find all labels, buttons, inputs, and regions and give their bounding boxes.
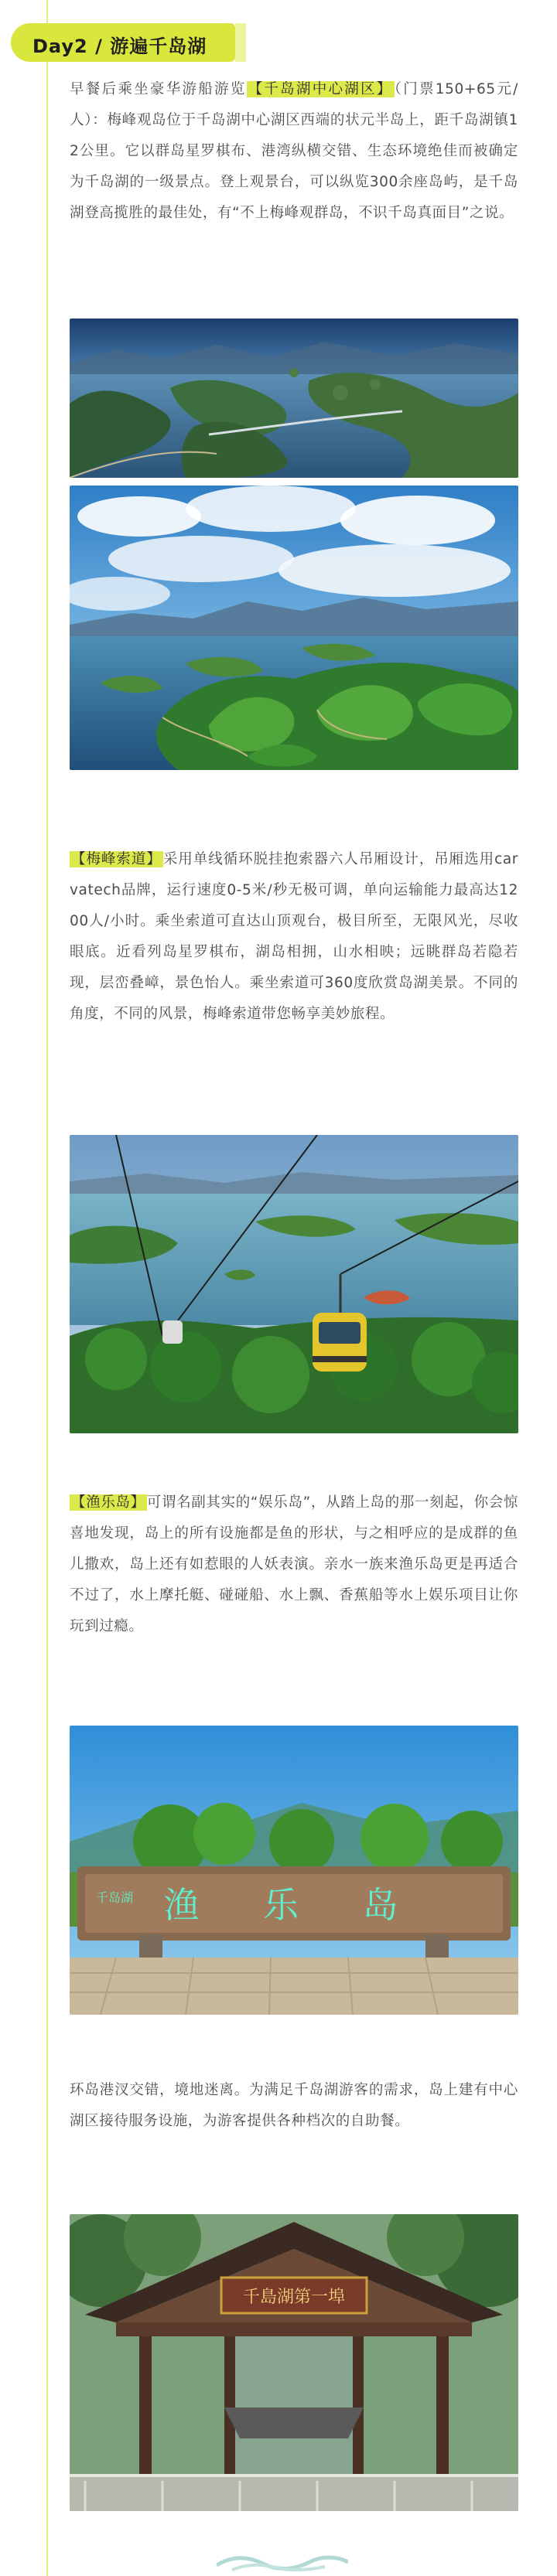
wave-decoration-icon <box>217 2551 348 2571</box>
pavilion-plaque-text: 千島湖第一埠 <box>242 2288 346 2307</box>
pavilion-image <box>70 2214 518 2511</box>
island-sign-text: 渔 乐 岛 <box>163 1884 425 1926</box>
cableway-paragraph <box>70 844 518 1030</box>
day-title-tag <box>11 23 235 62</box>
buffet-text: 环岛港汊交错，境地迷离。为满足千岛湖游客的需求，岛上建有中心湖区接待服务设施，为游客提供各种档次的自助餐。 <box>70 2082 518 2129</box>
thousand-islands-photo <box>70 486 518 770</box>
island-gate-image <box>70 1726 518 2015</box>
pavilion-photo <box>70 2214 518 2511</box>
fishing-island-text: 可谓名副其实的“娱乐岛”，从踏上岛的那一刻起，你会惊喜地发现，岛上的所有设施都是鱼的形状，与之相呼应的是成群的鱼儿撒欢，岛上还有如惹眼的人妖表演。亲水一族来渔乐岛更是再适合不过了，水上摩托艇、碰碰船、水上飘、香蕉船等水上娱乐项目让你玩到过瘾。 <box>70 1494 518 1634</box>
cable-car-photo <box>70 1135 518 1433</box>
cableway-text: 采用单线循环脱挂抱索器六人吊厢设计，吊厢选用carvatech品牌，运行速度0-5米/秒无极可调，单向运输能力最高达1200人/小时。乘坐索道可直达山顶观台，极目所至，无限风光，尽收眼底。近看列岛星罗棋布，湖岛相拥，山水相映；远眺群岛若隐若现，层峦叠嶂，景色怡人。乘坐索道可360度欣赏岛湖美景。不同的角度，不同的风景，梅峰索道带您畅享美妙旅程。 <box>70 851 518 1022</box>
tag-stripe <box>235 23 246 62</box>
highlight-fishing-island: 【渔乐岛】 <box>71 1494 145 1511</box>
buffet-paragraph <box>70 2075 518 2137</box>
intro-text-after: （门票150+65元/人）：梅峰观岛位于千岛湖中心湖区西端的状元半岛上，距千岛湖镇12公里。它以群岛星罗棋布、港湾纵横交错、生态环境绝佳而被确定为千岛湖的一级景点。登上观景台，可以纵览300余座岛屿，是千岛湖登高揽胜的最佳处，有“不上梅峰观群岛，不识千岛真面目”之说。 <box>70 81 519 221</box>
lake-aerial-photo <box>70 319 518 478</box>
island-gate-photo <box>70 1726 518 2015</box>
lake-aerial-image <box>70 319 518 478</box>
left-accent-rule <box>46 0 48 2576</box>
island-sign-small-text: 千岛湖 <box>95 1890 134 1905</box>
intro-paragraph <box>70 74 518 229</box>
day-title: Day2 / 游遍千岛湖 <box>32 36 207 57</box>
highlight-cableway: 【梅峰索道】 <box>71 851 162 867</box>
cable-car-image <box>70 1135 518 1433</box>
islands-image <box>70 486 518 770</box>
intro-text-before: 早餐后乘坐豪华游船游览 <box>70 81 247 97</box>
highlight-lake-center: 【千岛湖中心湖区】 <box>248 81 393 97</box>
fishing-island-paragraph <box>70 1487 518 1642</box>
